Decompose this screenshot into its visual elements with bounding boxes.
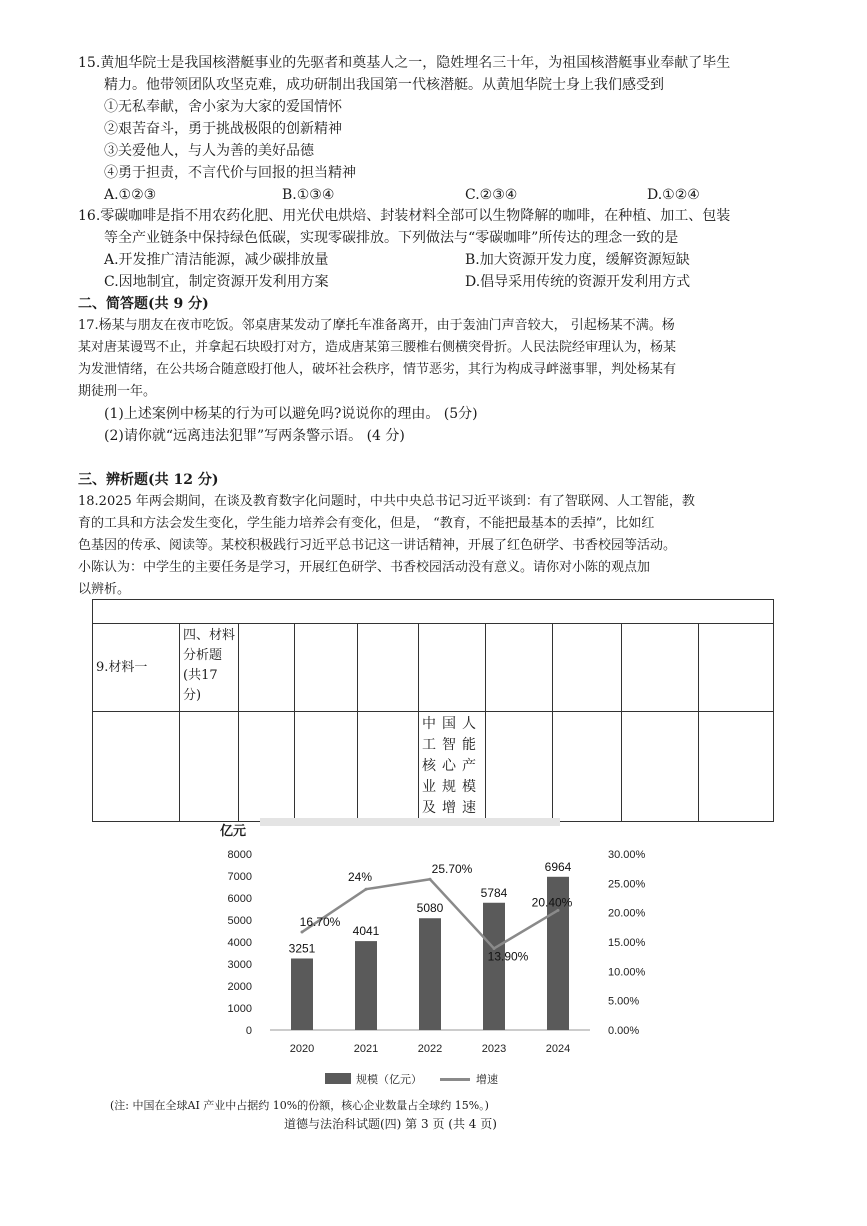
growth-value-label: 25.70% <box>431 862 473 877</box>
chart-footnote: (注: 中国在全球AI 产业中占据约 10%的份额，核心企业数量占全球约 15%。) <box>110 1099 489 1112</box>
q15-option-a: A.①②③ <box>104 187 157 203</box>
legend-label-scale: 规模（亿元） <box>356 1074 422 1086</box>
growth-point <box>301 931 304 934</box>
y-right-tick-label: 15.00% <box>608 937 646 949</box>
x-tick-label: 2020 <box>289 1043 315 1055</box>
y-right-tick-label: 5.00% <box>608 995 640 1008</box>
page-footer: 道德与法治科试题(四) 第 3 页 (共 4 页) <box>284 1117 497 1131</box>
x-tick-label: 2022 <box>417 1043 443 1055</box>
y-right-tick-label: 30.00% <box>608 849 646 861</box>
q18-line5: 以辨析。 <box>78 582 131 597</box>
q17-sub1: (1)上述案例中杨某的行为可以避免吗?说说你的理由。 (5分) <box>104 406 478 422</box>
grid-row-1 <box>93 600 774 624</box>
q16-stem-line2: 等全产业链条中保持绿色低碳，实现零碳排放。下列做法与“零碳咖啡”所传达的理念一致的是 <box>104 230 679 246</box>
material-one-label: 9.材料一 <box>96 659 148 675</box>
bar-value-label: 4041 <box>352 924 380 939</box>
grid-cell <box>295 624 358 712</box>
y-left-tick-label: 2000 <box>227 981 252 993</box>
grid-cell <box>358 624 419 712</box>
grid-cell <box>622 624 699 712</box>
grid-cell <box>486 624 553 712</box>
bar <box>483 903 505 1030</box>
growth-value-label: 24% <box>347 870 373 885</box>
y-left-tick-label: 1000 <box>227 1003 252 1015</box>
chart-title: 中国人工智能核心产业规模及增速 <box>422 716 482 816</box>
grid-cell <box>295 712 358 822</box>
q17-line2: 某对唐某谩骂不止，并拿起石块殴打对方，造成唐某第三腰椎右侧横突骨折。人民法院经审理认为，杨某 <box>78 340 677 355</box>
grid-cell <box>239 712 295 822</box>
q15-stem-line1: 15.黄旭华院士是我国核潜艇事业的先驱者和奠基人之一，隐姓埋名三十年，为祖国核潜艇事业奉献了毕生 <box>78 55 731 71</box>
legend-swatch-growth <box>440 1078 470 1081</box>
q15-option-b: B.①③④ <box>282 187 335 203</box>
q15-item-1: ①无私奉献，舍小家为大家的爱国情怀 <box>104 99 342 115</box>
q15-stem-line2: 精力。他带领团队攻坚克难，成功研制出我国第一代核潜艇。从黄旭华院士身上我们感受到 <box>104 77 664 93</box>
q15-item-3: ③关爱他人，与人为善的美好品德 <box>104 143 314 159</box>
x-tick-label: 2024 <box>545 1043 571 1055</box>
industry-scale-chart <box>190 818 670 1100</box>
y-left-tick-label: 3000 <box>227 959 252 971</box>
grid-cell-material-label <box>93 624 180 712</box>
q17-line3: 为发泄情绪，在公共场合随意殴打他人，破坏社会秩序，情节恶劣，其行为构成寻衅滋事罪，判处杨某有 <box>78 362 677 377</box>
y-right-tick-label: 0.00% <box>608 1025 640 1037</box>
growth-point <box>365 888 368 891</box>
grid-cell <box>622 712 699 822</box>
growth-value-label: 20.40% <box>531 895 573 910</box>
section-3-title: 三、辨析题(共 12 分) <box>78 472 219 488</box>
grid-cell <box>239 624 295 712</box>
q18-line4: 小陈认为：中学生的主要任务是学习，开展红色研学、书香校园活动没有意义。请你对小陈的观点加 <box>78 560 651 575</box>
q16-option-d: D.倡导采用传统的资源开发利用方式 <box>465 274 691 290</box>
bar-value-label: 3251 <box>288 941 316 956</box>
section-4-title: 四、材料分析题(共17分) <box>183 628 236 703</box>
x-tick-label: 2021 <box>353 1043 379 1055</box>
q18-line1: 18.2025 年两会期间，在谈及教育数字化问题时，中共中央总书记习近平谈到：有了智联网、人工智能，教 <box>78 494 695 509</box>
q17-sub2: (2)请你就“远离违法犯罪”写两条警示语。 (4 分) <box>104 428 405 444</box>
grid-cell <box>419 624 486 712</box>
y-left-tick-label: 0 <box>245 1025 252 1037</box>
x-tick-label: 2023 <box>481 1043 507 1055</box>
y-axis-left-unit: 亿元 <box>220 823 247 838</box>
bar-value-label: 5784 <box>480 885 508 900</box>
grid-cell <box>699 712 774 822</box>
q16-option-c: C.因地制宜，制定资源开发利用方案 <box>104 274 329 290</box>
q15-item-2: ②艰苦奋斗，勇于挑战极限的创新精神 <box>104 121 342 137</box>
bar-value-label: 5080 <box>416 901 444 916</box>
bar <box>419 918 441 1030</box>
grid-cell <box>486 712 553 822</box>
y-left-tick-label: 8000 <box>227 849 252 861</box>
y-left-tick-label: 7000 <box>227 871 252 883</box>
growth-point <box>429 878 432 881</box>
grid-cell <box>358 712 419 822</box>
growth-value-label: 13.90% <box>487 949 529 964</box>
q16-stem-line1: 16.零碳咖啡是指不用农药化肥、用光伏电烘焙、封装材料全部可以生物降解的咖啡，在种植、加工、包装 <box>78 208 731 224</box>
grid-cell-chart-title <box>419 712 486 822</box>
material-grid-table <box>92 599 774 822</box>
grid-cell <box>699 624 774 712</box>
y-right-tick-label: 10.00% <box>608 966 646 979</box>
growth-value-label: 16.70% <box>299 915 341 930</box>
grid-cell-section-4 <box>180 624 239 712</box>
q15-item-4: ④勇于担责，不言代价与回报的担当精神 <box>104 165 356 181</box>
bar <box>291 958 313 1030</box>
q17-line4: 期徒刑一年。 <box>78 384 157 399</box>
y-right-tick-label: 25.00% <box>608 878 646 891</box>
legend-label-growth: 增速 <box>476 1074 498 1086</box>
legend-swatch-scale <box>325 1073 351 1084</box>
section-2-title: 二、简答题(共 9 分) <box>78 296 209 312</box>
chart-header-shade <box>260 818 560 826</box>
q18-line2: 育的工具和方法会发生变化，学生能力培养会有变化，但是， “教育，不能把最基本的丢掉”，比如红 <box>78 516 655 531</box>
y-left-tick-label: 4000 <box>227 937 252 949</box>
bar-value-label: 6964 <box>544 859 572 874</box>
q16-option-a: A.开发推广清洁能源，减少碳排放量 <box>104 252 329 268</box>
q15-option-d: D.①②④ <box>647 187 700 203</box>
q16-option-b: B.加大资源开发力度，缓解资源短缺 <box>465 252 690 268</box>
grid-cell <box>553 624 622 712</box>
grid-cell <box>93 712 180 822</box>
bar <box>355 941 377 1030</box>
y-left-tick-label: 6000 <box>227 893 252 905</box>
y-right-tick-label: 20.00% <box>608 907 646 920</box>
q18-line3: 色基因的传承、阅读等。某校积极践行习近平总书记这一讲话精神，开展了红色研学、书香校园等活动。 <box>78 538 677 553</box>
grid-cell <box>180 712 239 822</box>
grid-cell <box>553 712 622 822</box>
q15-option-c: C.②③④ <box>465 187 518 203</box>
q17-line1: 17.杨某与朋友在夜市吃饭。邻桌唐某发动了摩托车准备离开，由于轰油门声音较大， 引起杨某不满。杨 <box>78 318 675 333</box>
y-left-tick-label: 5000 <box>227 915 252 927</box>
